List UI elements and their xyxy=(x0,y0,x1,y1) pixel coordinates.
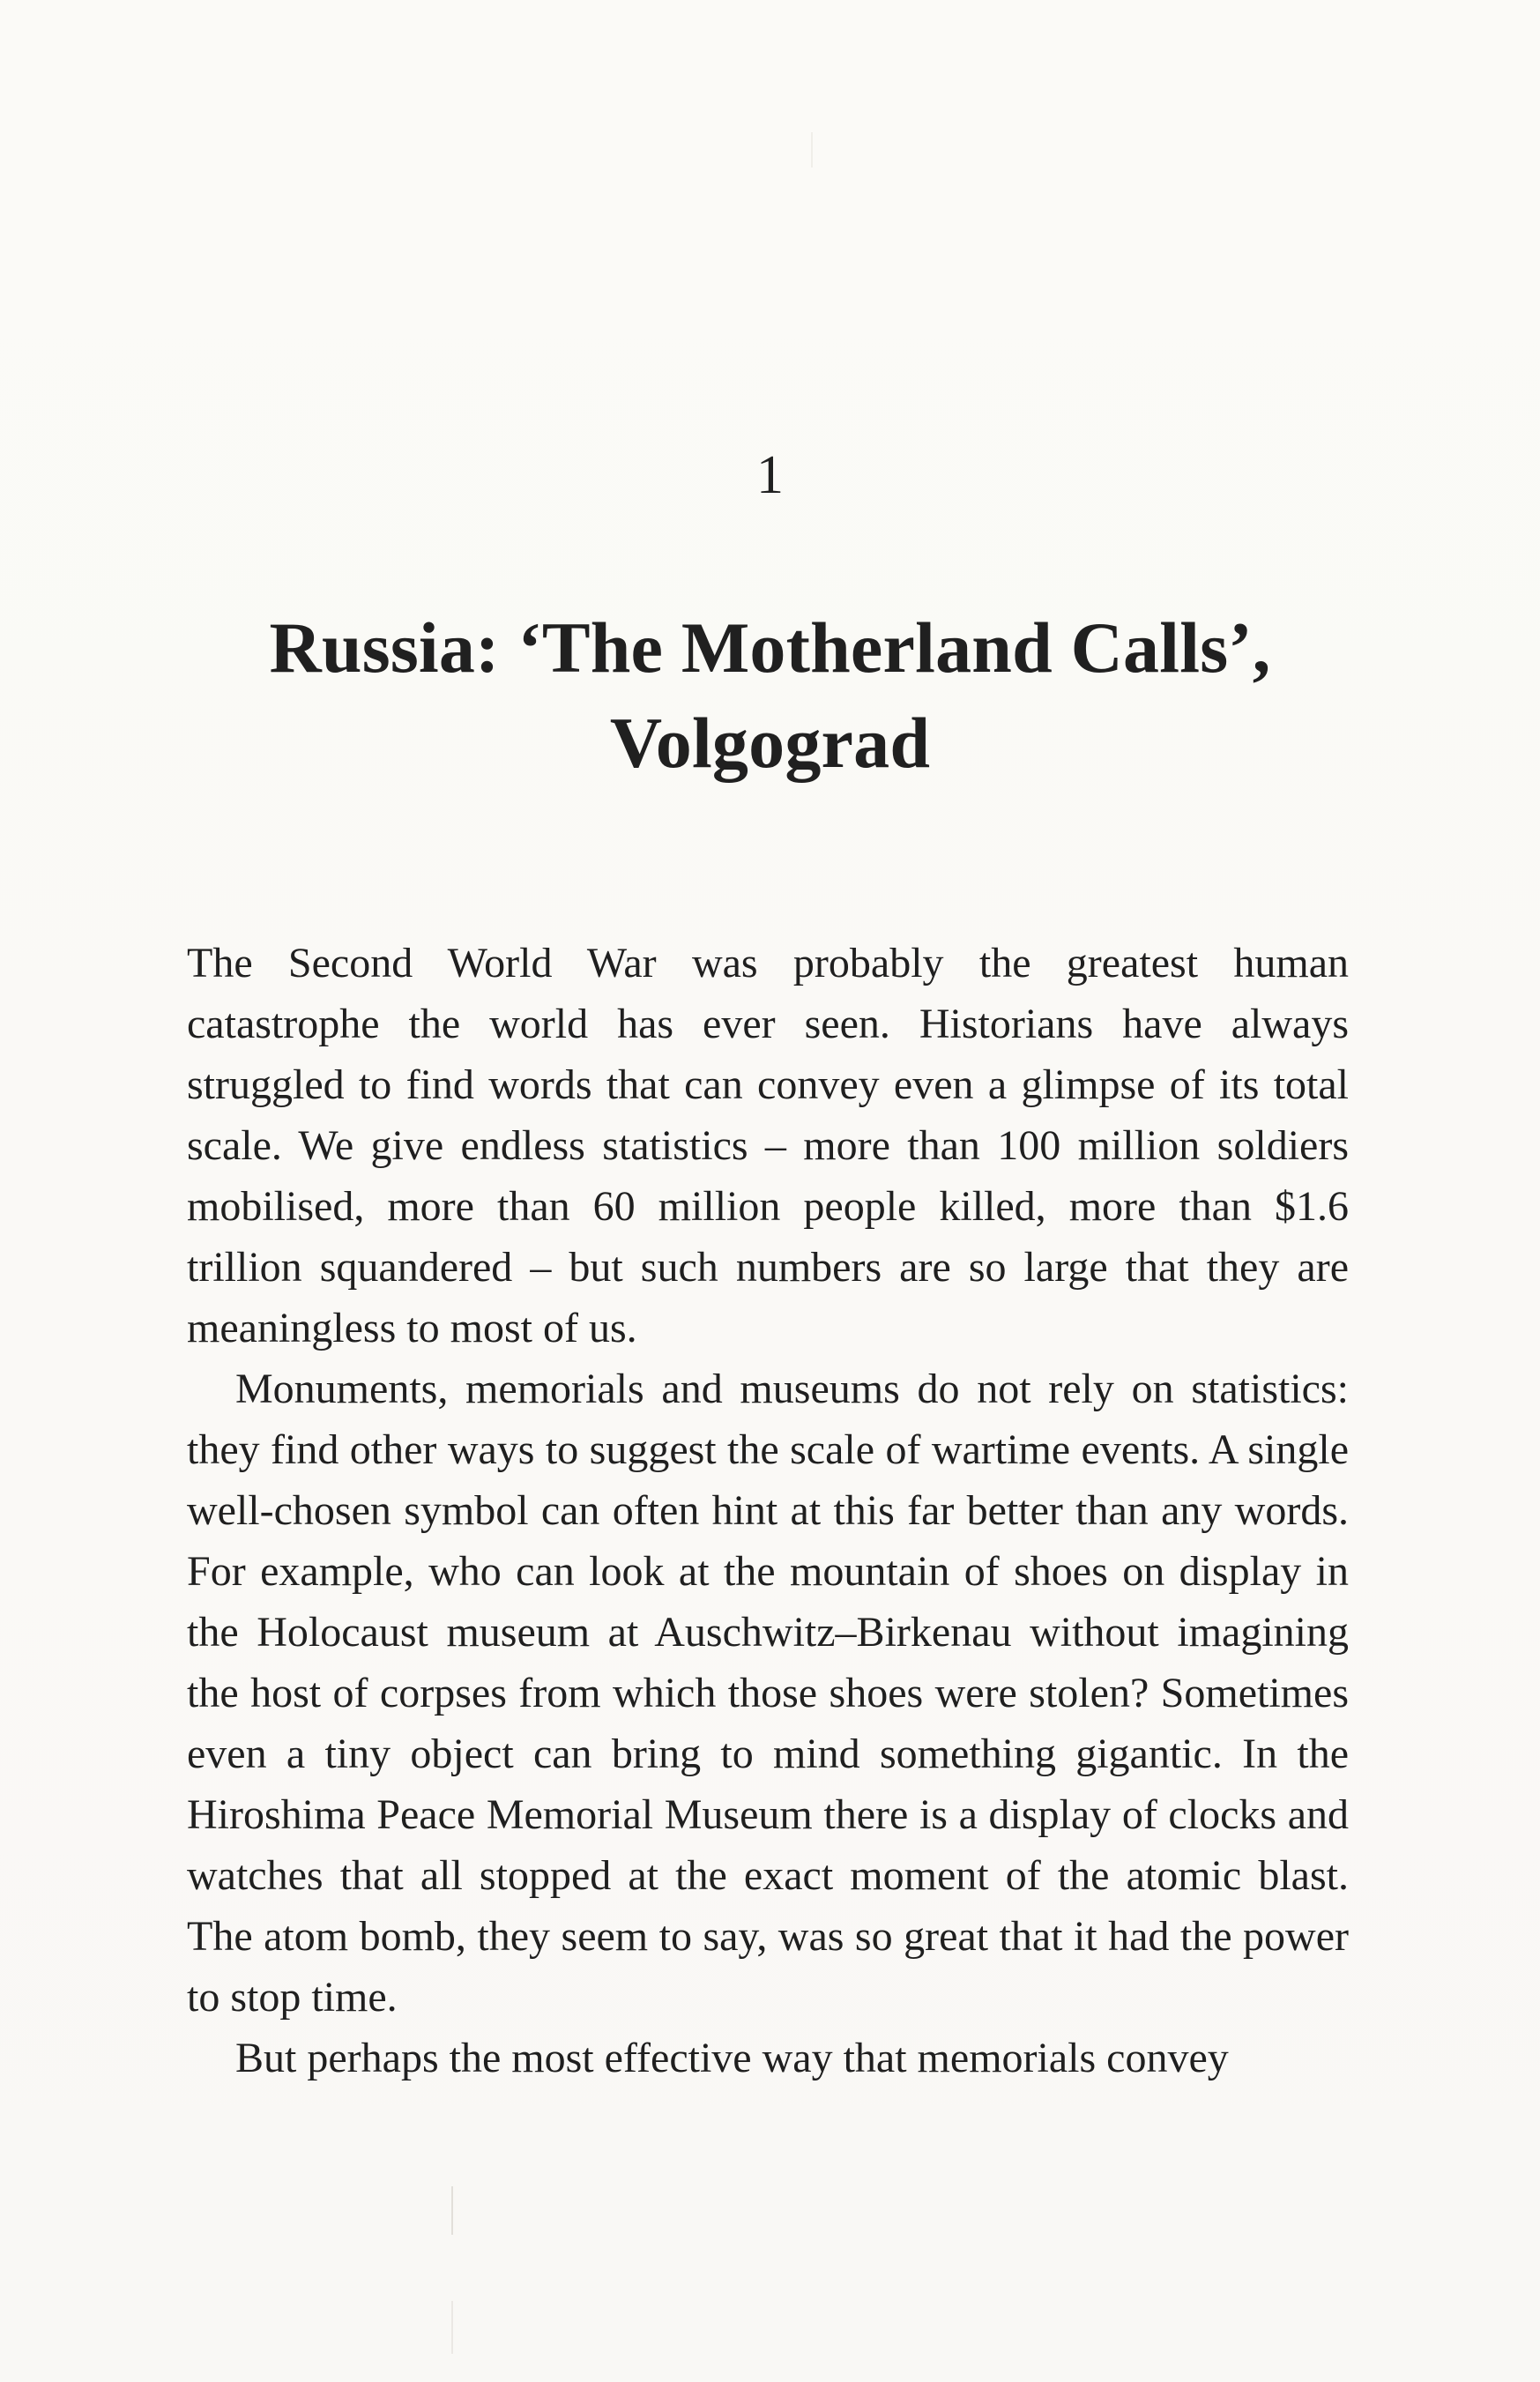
chapter-title xyxy=(0,600,1540,791)
paragraph: Monuments, memorials and museums do not rely on statistics: they find other ways to suggest the scale of wartime events. A single well-chosen symbol can often hint at this far better than any words. For example, who can look at the mountain of shoes on display in the Holocaust museum at Auschwitz–Birkenau without imagining the host of corpses from which those shoes were stolen? Sometimes even a tiny object can bring to mind something gigantic. In the Hiroshima Peace Memorial Museum there is a display of clocks and watches that all stopped at the exact moment of the atomic blast. The atom bomb, they seem to say, was so great that it had the power to stop time. xyxy=(187,1366,1349,2021)
paragraph: But perhaps the most effective way that memorials convey xyxy=(235,2035,1229,2081)
scan-mark xyxy=(451,2186,453,2235)
body-text xyxy=(187,933,1349,2088)
paragraph: The Second World War was probably the greatest human catastrophe the world has ever seen. Historians have always struggled to find words that can convey even a glimpse of its total scale. We give endless statistics – more than 100 million soldiers mobilised, more than 60 million people killed, more than $1.6 trillion squandered – but such numbers are so large that they are meaningless to most of us. xyxy=(187,940,1349,1351)
scan-mark xyxy=(811,132,813,167)
scan-mark xyxy=(451,2301,453,2354)
chapter-title-line: Volgograd xyxy=(609,702,931,783)
chapter-title-line: Russia: ‘The Motherland Calls’, xyxy=(269,607,1271,688)
chapter-number: 1 xyxy=(756,445,784,505)
